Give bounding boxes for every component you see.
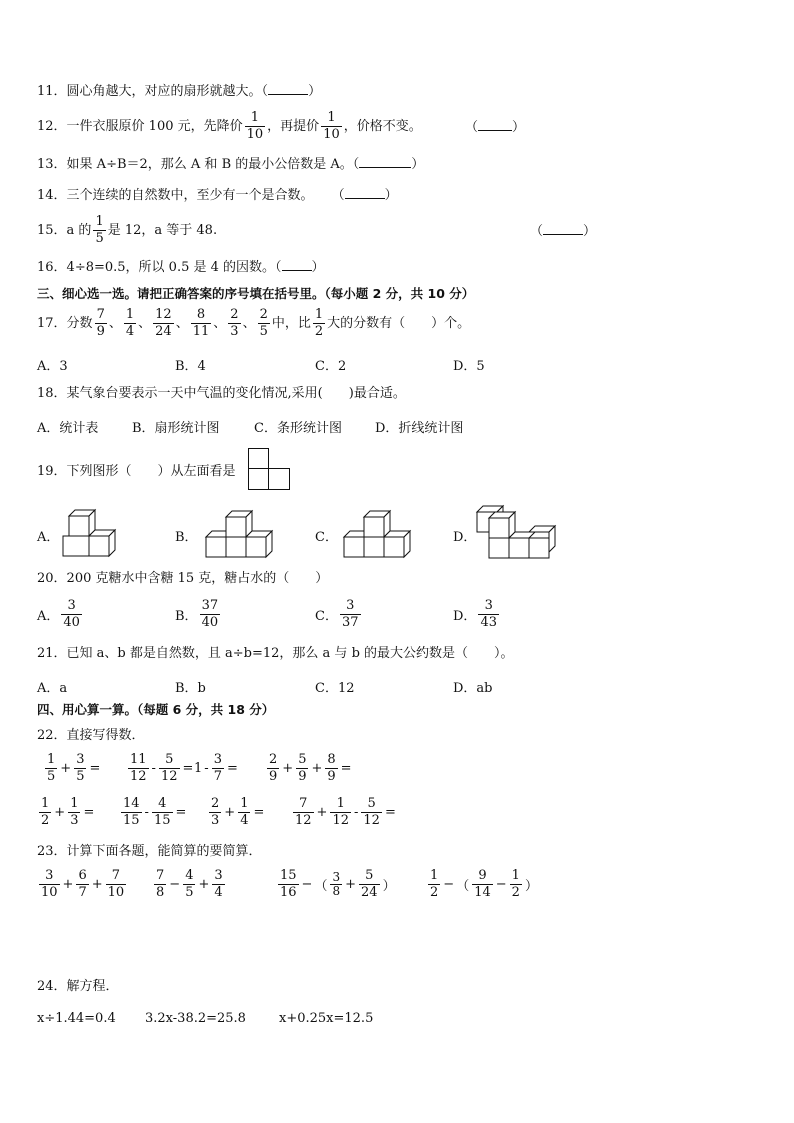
- section-3-title: 三、细心选一选。请把正确答案的序号填在括号里。（每小题 2 分，共 10 分）: [37, 286, 475, 301]
- answer-blank[interactable]: [359, 167, 411, 168]
- fraction: $\frac{2}{3}$: [230, 307, 239, 339]
- fraction: $\frac{1}{2}$: [314, 307, 324, 339]
- q19-option-c[interactable]: C．: [315, 530, 338, 545]
- fraction: $\frac{8}{11}$: [192, 307, 210, 339]
- q22-expr-4: $\frac{2}{9}$ + $\frac{5}{9}$ + $\frac{8}{9}$ =: [269, 752, 352, 784]
- q20-option-a[interactable]: A． $\frac{3}{40}$: [37, 598, 80, 630]
- fraction: $\frac{7}{9}$: [96, 307, 105, 339]
- equation-1: x÷1.44=0.4: [37, 1011, 116, 1026]
- q19-option-b[interactable]: B．: [175, 530, 198, 545]
- q22-expr-7: $\frac{2}{3}$ + $\frac{1}{4}$ =: [211, 796, 265, 828]
- q22-expr-6: $\frac{14}{15}$ - $\frac{4}{15}$ =: [123, 796, 187, 828]
- q22-expr-3: 1 - $\frac{3}{7}$ =: [194, 752, 238, 784]
- question-11: 11．圆心角越大，对应的扇形就越大。（ ）: [37, 84, 322, 99]
- question-17: 17．分数 $\frac{7}{9}$ 、 $\frac{1}{4}$ 、 $\frac{12}{24}$ 、 $\frac{8}{11}$ 、 $\frac{2}{3}$ 、 $\frac{2}{5}$ 中，比 $\frac{1}{2}$ 大的分数有（ ）个。: [37, 307, 471, 339]
- question-24: 24．解方程．: [37, 979, 119, 994]
- fraction: $\frac{12}{24}$: [155, 307, 172, 339]
- q23-expr-3: $\frac{15}{16}$ − （ $\frac{3}{8}$ + $\frac{5}{24}$ ）: [280, 868, 396, 900]
- section-4-title: 四、用心算一算。（每题 6 分，共 18 分）: [37, 702, 275, 717]
- fraction: $\frac{2}{5}$: [259, 307, 268, 339]
- answer-blank[interactable]: [268, 94, 308, 95]
- q21-option-c[interactable]: C．12: [315, 681, 355, 696]
- q22-expr-2: $\frac{11}{12}$ - $\frac{5}{12}$ =: [130, 752, 194, 784]
- answer-blank[interactable]: [478, 130, 512, 131]
- cube-figure-d: [473, 502, 573, 564]
- q20-option-b[interactable]: B． $\frac{37}{40}$: [175, 598, 219, 630]
- q18-option-c[interactable]: C．条形统计图: [254, 421, 342, 436]
- fraction: $\frac{1}{5}$: [95, 214, 104, 246]
- q21-option-d[interactable]: D．ab: [453, 681, 493, 696]
- question-16: 16．4÷8=0.5，所以 0.5 是 4 的因数。（ ）: [37, 260, 325, 275]
- question-12: 12．一件衣服原价 100 元，先降价 $\frac{1}{10}$ ，再提价 $\frac{1}{10}$ ，价格不变。: [37, 110, 422, 142]
- fraction: $\frac{1}{4}$: [125, 307, 135, 339]
- answer-blank[interactable]: [282, 270, 312, 271]
- q17-option-d[interactable]: D．5: [453, 359, 485, 374]
- q22-expr-8: $\frac{7}{12}$ + $\frac{1}{12}$ - $\frac{5}{12}$ =: [295, 796, 396, 828]
- q21-option-a[interactable]: A．a: [37, 681, 68, 696]
- q18-option-a[interactable]: A．统计表: [37, 421, 99, 436]
- fraction: $\frac{1}{10}$: [246, 110, 264, 142]
- q18-option-b[interactable]: B．扇形统计图: [132, 421, 220, 436]
- answer-blank[interactable]: [543, 234, 583, 235]
- question-22: 22．直接写得数．: [37, 728, 145, 743]
- q19-option-d[interactable]: D．: [453, 530, 477, 545]
- cube-figure-a: [55, 500, 127, 564]
- question-23: 23．计算下面各题，能简算的要简算．: [37, 844, 262, 859]
- cube-figure-b: [200, 505, 280, 563]
- q22-expr-5: $\frac{1}{2}$ + $\frac{1}{3}$ =: [41, 796, 95, 828]
- question-19: 19．下列图形（ ）从左面看是: [37, 464, 236, 479]
- cube-figure-c: [338, 505, 418, 563]
- question-20: 20．200 克糖水中含糖 15 克，糖占水的（ ）: [37, 571, 329, 586]
- q22-expr-1: $\frac{1}{5}$ + $\frac{3}{5}$ =: [47, 752, 101, 784]
- q21-option-b[interactable]: B．b: [175, 681, 206, 696]
- q20-option-c[interactable]: C． $\frac{3}{37}$: [315, 598, 359, 630]
- equation-3: x+0.25x=12.5: [279, 1011, 374, 1026]
- question-13: 13．如果 A÷B＝2，那么 A 和 B 的最小公倍数是 A。（ ）: [37, 157, 425, 172]
- q23-expr-1: $\frac{3}{10}$ + $\frac{6}{7}$ + $\frac{7}{10}$: [41, 868, 125, 900]
- q20-option-d[interactable]: D． $\frac{3}{43}$: [453, 598, 497, 630]
- answer-blank[interactable]: [345, 198, 385, 199]
- fraction: $\frac{1}{10}$: [323, 110, 340, 142]
- equation-2: 3.2x-38.2=25.8: [145, 1011, 246, 1026]
- question-21: 21．已知 a、b 都是自然数，且 a÷b=12，那么 a 与 b 的最大公约数是（ ）。: [37, 646, 514, 661]
- q17-option-b[interactable]: B．4: [175, 359, 206, 374]
- q17-option-c[interactable]: C．2: [315, 359, 347, 374]
- question-15: 15．a 的 $\frac{1}{5}$ 是 12，a 等于 48.: [37, 214, 218, 246]
- question-12-answer: （ ）: [465, 120, 526, 135]
- q23-expr-4: $\frac{1}{2}$ − （ $\frac{9}{14}$ − $\frac{1}{2}$ ）: [430, 868, 538, 900]
- question-15-answer: （ ）: [530, 224, 597, 239]
- q23-expr-2: $\frac{7}{8}$ − $\frac{4}{5}$ + $\frac{3}{4}$: [156, 868, 223, 900]
- question-14: 14．三个连续的自然数中，至少有一个是合数。 （ ）: [37, 188, 398, 203]
- q17-option-a[interactable]: A．3: [37, 359, 68, 374]
- q18-option-d[interactable]: D．折线统计图: [375, 421, 464, 436]
- q19-option-a[interactable]: A．: [37, 530, 60, 545]
- question-18: 18．某气象台要表示一天中气温的变化情况,采用( )最合适。: [37, 386, 406, 401]
